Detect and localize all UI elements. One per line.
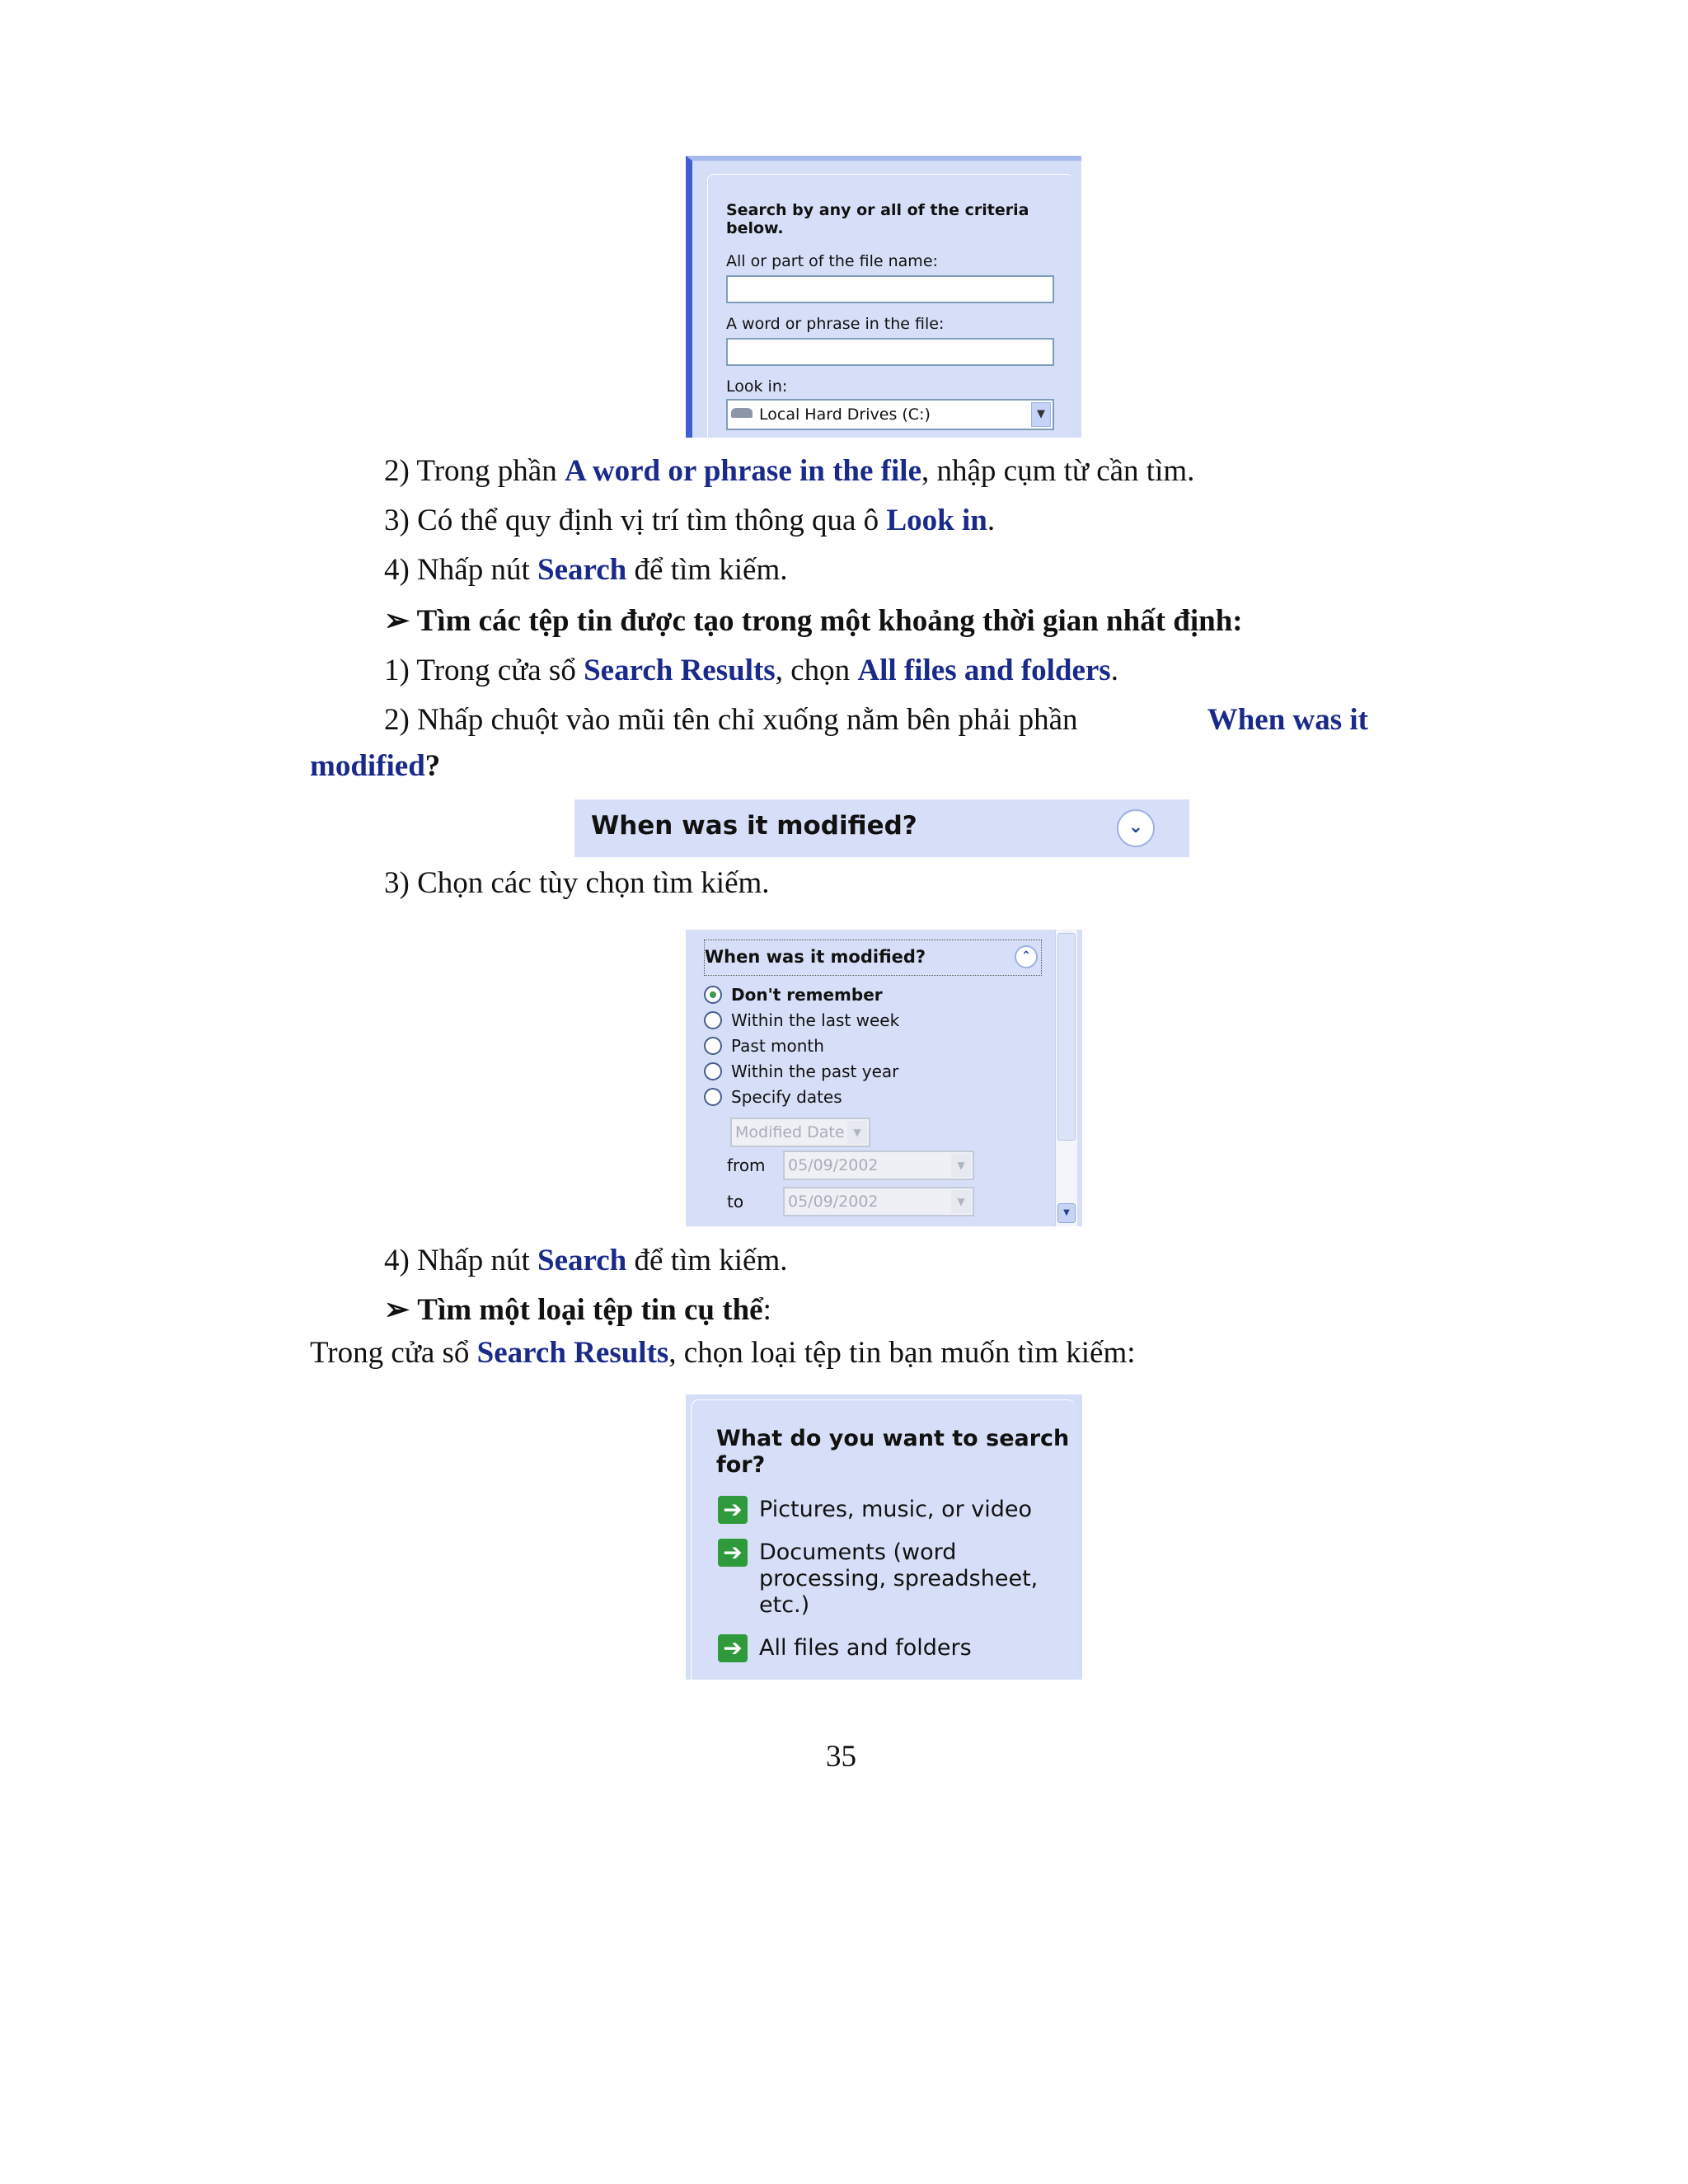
from-date-value: 05/09/2002 xyxy=(788,1156,879,1174)
step-a2-keyword: A word or phrase in the file xyxy=(564,454,921,488)
page-number: 35 xyxy=(826,1740,856,1774)
step-b1-keyword-1: Search Results xyxy=(584,654,776,687)
option-past-year: Within the past year xyxy=(731,1062,899,1081)
radio-specify-dates[interactable] xyxy=(704,1088,722,1106)
arrow-right-icon: ➔ xyxy=(718,1634,748,1662)
to-date-field[interactable] xyxy=(783,1187,974,1216)
when-modified-header-title: When was it modified? xyxy=(591,811,917,841)
bullet-arrow-icon: ➢ xyxy=(384,1293,410,1327)
date-type-value: Modified Date xyxy=(735,1123,845,1141)
option-documents-cont-2[interactable]: etc.) xyxy=(759,1592,810,1618)
bullet-arrow-icon: ➢ xyxy=(384,604,410,638)
step-b1-keyword-2: All files and folders xyxy=(857,654,1111,687)
hard-drive-icon xyxy=(731,408,753,418)
search-type-heading: What do you want to search xyxy=(716,1426,1070,1451)
step-a4-keyword: Search xyxy=(537,553,627,587)
arrow-right-icon: ➔ xyxy=(718,1539,748,1567)
to-label: to xyxy=(727,1192,744,1212)
step-b2-keyword: When was it xyxy=(1207,703,1368,737)
step-b2 xyxy=(384,701,1368,740)
step-b1-text: 1) Trong cửa sổ xyxy=(384,654,584,687)
radio-dont-remember[interactable] xyxy=(704,986,722,1004)
option-last-week: Within the last week xyxy=(731,1010,900,1030)
step-b2-text: 2) Nhấp chuột vào mũi tên chỉ xuống nằm bên phải phần xyxy=(384,703,1078,737)
when-modified-panel xyxy=(686,930,1082,1226)
when-modified-header[interactable] xyxy=(574,799,1189,857)
search-criteria-heading-cont: below. xyxy=(726,219,784,237)
option-documents-cont[interactable]: processing, spreadsheet, xyxy=(759,1566,1039,1591)
step-a4-text: 4) Nhấp nút xyxy=(384,553,537,587)
from-date-field[interactable] xyxy=(783,1151,974,1180)
scroll-down-icon[interactable]: ▼ xyxy=(1057,1203,1076,1223)
section-c-heading xyxy=(384,1291,771,1330)
chevron-down-icon[interactable]: ▼ xyxy=(1031,402,1051,427)
when-modified-panel-header[interactable] xyxy=(704,940,1042,976)
option-documents[interactable]: Documents (word xyxy=(759,1540,957,1565)
section-b-heading xyxy=(384,602,1243,641)
section-c-line xyxy=(310,1333,1136,1373)
chevron-down-icon[interactable]: ▼ xyxy=(951,1190,971,1213)
chevron-down-icon[interactable]: ▼ xyxy=(951,1154,971,1177)
radio-past-month[interactable] xyxy=(704,1037,722,1055)
step-b4-keyword: Search xyxy=(537,1244,627,1277)
step-b3: 3) Chọn các tùy chọn tìm kiếm. xyxy=(384,866,770,900)
step-b4-text-end: để tìm kiếm. xyxy=(626,1244,788,1277)
option-past-month: Past month xyxy=(731,1036,824,1056)
radio-past-year[interactable] xyxy=(704,1062,722,1080)
filename-label: All or part of the file name: xyxy=(726,252,938,270)
search-type-panel-body xyxy=(691,1399,1076,1680)
section-c-text-end: , chọn loại tệp tin bạn muốn tìm kiếm: xyxy=(668,1336,1136,1370)
from-label: from xyxy=(727,1155,766,1175)
option-all-files-folders[interactable]: All files and folders xyxy=(759,1635,972,1661)
chevron-down-icon[interactable]: ▼ xyxy=(847,1121,867,1144)
step-a3-text-end: . xyxy=(987,504,996,537)
step-b1-text-end: . xyxy=(1110,654,1118,687)
section-b-heading-text: Tìm các tệp tin được tạo trong một khoảng thời gian nhất định: xyxy=(416,604,1243,638)
step-b4-text: 4) Nhấp nút xyxy=(384,1244,537,1277)
step-b1-text-mid: , chọn xyxy=(775,654,858,687)
search-criteria-panel-body xyxy=(707,174,1073,438)
chevron-double-up-icon[interactable]: ⌃ xyxy=(1015,945,1038,968)
date-type-dropdown[interactable] xyxy=(730,1118,870,1147)
radio-last-week[interactable] xyxy=(704,1011,722,1029)
section-c-keyword: Search Results xyxy=(476,1336,669,1370)
step-a2-text: 2) Trong phần xyxy=(384,454,565,488)
phrase-label: A word or phrase in the file: xyxy=(726,315,945,333)
scrollbar[interactable] xyxy=(1055,930,1077,1226)
lookin-value: Local Hard Drives (C:) xyxy=(759,405,931,424)
step-a3-text: 3) Có thể quy định vị trí tìm thông qua ô xyxy=(384,504,887,537)
section-c-heading-colon: : xyxy=(762,1293,771,1327)
chevron-double-down-icon[interactable]: ⌄ xyxy=(1117,809,1155,847)
to-date-value: 05/09/2002 xyxy=(788,1193,879,1211)
lookin-dropdown[interactable] xyxy=(726,399,1054,430)
section-c-heading-text: Tìm một loại tệp tin cụ thể xyxy=(417,1293,763,1327)
option-dont-remember: Don't remember xyxy=(731,985,883,1005)
step-a2 xyxy=(384,452,1194,491)
when-modified-panel-title: When was it modified? xyxy=(705,947,926,967)
search-criteria-heading: Search by any or all of the criteria xyxy=(726,201,1029,219)
step-b2-cont xyxy=(310,747,440,786)
step-b2-keyword-cont: modified xyxy=(310,749,425,783)
step-a3 xyxy=(384,501,995,541)
lookin-label: Look in: xyxy=(726,377,788,396)
step-a2-text-end: , nhập cụm từ cần tìm. xyxy=(921,454,1195,488)
search-criteria-panel xyxy=(686,156,1081,438)
step-a4-text-end: để tìm kiếm. xyxy=(626,553,788,587)
section-c-text: Trong cửa sổ xyxy=(310,1336,477,1370)
option-specify-dates: Specify dates xyxy=(731,1087,842,1107)
search-type-panel xyxy=(686,1394,1082,1680)
step-b1 xyxy=(384,651,1118,691)
step-a4 xyxy=(384,551,788,590)
scrollbar-thumb[interactable] xyxy=(1057,933,1076,1141)
step-b4 xyxy=(384,1241,788,1281)
arrow-right-icon: ➔ xyxy=(718,1496,748,1524)
option-pictures-music-video[interactable]: Pictures, music, or video xyxy=(759,1497,1033,1522)
step-b2-question-mark: ? xyxy=(424,749,441,783)
step-a3-keyword: Look in xyxy=(886,504,987,537)
phrase-input[interactable] xyxy=(726,338,1054,366)
search-type-heading-cont: for? xyxy=(716,1452,766,1478)
filename-input[interactable] xyxy=(726,275,1054,303)
